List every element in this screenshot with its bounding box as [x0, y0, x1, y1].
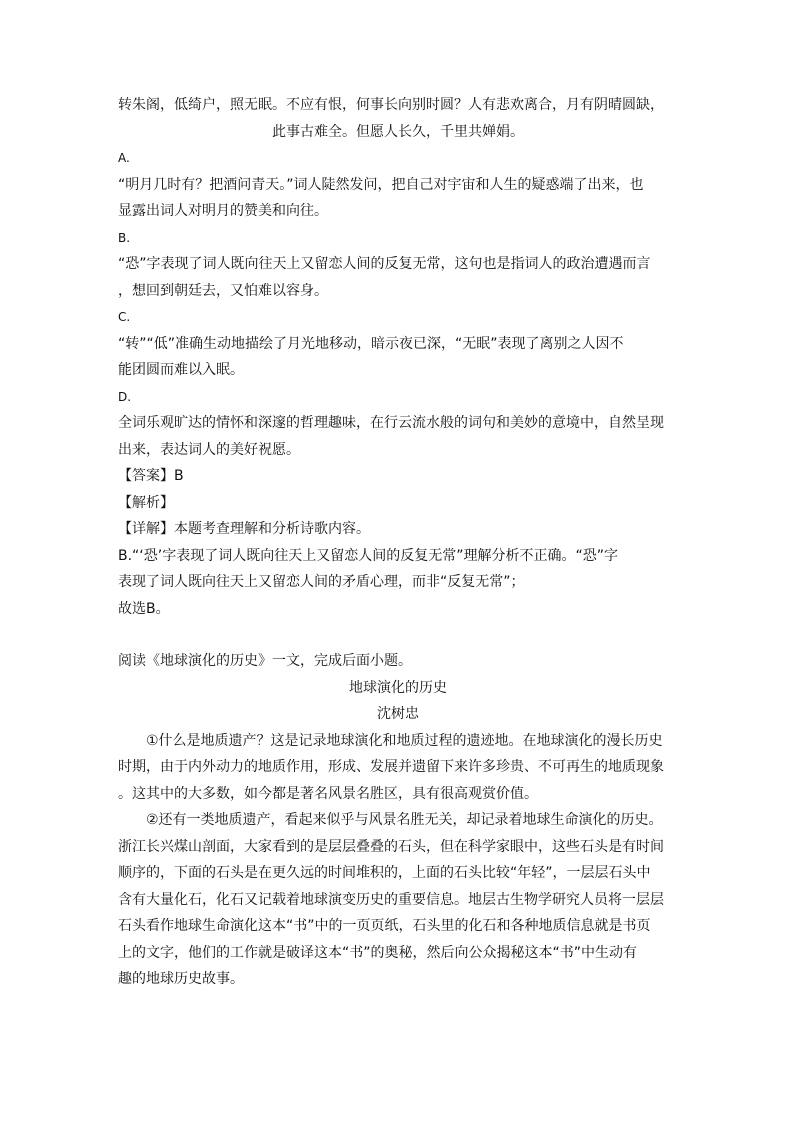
paragraph-line: 顺序的，下面的石头是在更久远的时间堆积的，上面的石头比较“年轻”，一层层石头中 [118, 865, 651, 881]
article-paragraph-1 [118, 728, 678, 808]
article-title: 地球演化的历史 [349, 679, 447, 696]
option-text-line: “转”“低”准确生动地描绘了月光地移动，暗示夜已深，“无眠”表现了离别之人因不 [118, 335, 624, 352]
section-gap [118, 622, 678, 648]
reading-section [118, 648, 678, 993]
poem-excerpt [118, 92, 678, 145]
option-text-line: ，想回到朝廷去，又怕难以容身。 [118, 282, 328, 299]
option-b [118, 225, 678, 305]
option-a [118, 145, 678, 225]
option-text-line: 出来，表达词人的美好祝愿。 [118, 441, 300, 458]
answer-value: B [174, 468, 184, 484]
answer-tag: 【答案】 [118, 468, 174, 484]
option-label: B. [118, 230, 131, 245]
option-d [118, 384, 678, 464]
option-text-line: “明月几时有？把酒问青天。”词人陡然发问，把自己对宇宙和人生的疑惑端了出来，也 [118, 176, 644, 193]
option-text-line: 显露出词人对明月的赞美和向往。 [118, 203, 328, 219]
reading-intro: 阅读《地球演化的历史》一文，完成后面小题。 [118, 653, 412, 669]
paragraph-line: 时期，由于内外动力的地质作用，形成、发展并遗留下来许多珍贵、不可再生的地质现象 [118, 759, 664, 775]
document-page [118, 92, 678, 993]
explanation-line: 故选B。 [118, 600, 170, 617]
poem-line: 转朱阁，低绮户，照无眠。不应有恨，何事长向别时圆？人有悲欢离合，月有阴晴圆缺， [118, 97, 664, 113]
option-label: A. [118, 151, 130, 165]
paragraph-line: 石头看作地球生命演化这本“书”中的一页页纸，石头里的化石和各种地质信息就是书页 [118, 918, 651, 934]
option-label: C. [118, 310, 131, 324]
article-author: 沈树忠 [377, 706, 419, 722]
paragraph-line: 浙江长兴煤山剖面，大家看到的是层层叠叠的石头，但在科学家眼中，这些石头是有时间 [118, 838, 664, 855]
explanation [118, 543, 678, 623]
answer-row [118, 463, 678, 490]
detail-tag: 【详解】 [118, 521, 174, 537]
article-heading [118, 675, 678, 728]
paragraph-line: 趣的地球历史故事。 [118, 971, 244, 987]
article-paragraph-2 [118, 807, 678, 993]
detail-text: 本题考查理解和分析诗歌内容。 [174, 521, 370, 537]
option-text-line: “恐”字表现了词人既向往天上又留恋人间的反复无常，这句也是指词人的政治遭遇而言 [118, 256, 651, 272]
paragraph-line: 含有大量化石，化石又记载着地球演变历史的重要信息。地层古生物学研究人员将一层层 [118, 891, 664, 908]
option-text-line: 全词乐观旷达的情怀和深邃的哲理趣味，在行云流水般的词句和美妙的意境中，自然呈现 [118, 415, 664, 431]
analysis-tag: 【解析】 [118, 494, 174, 511]
paragraph-line: 。这其中的大多数，如今都是著名风景名胜区，具有很高观赏价值。 [118, 785, 538, 802]
option-label: D. [118, 389, 132, 404]
analysis-row [118, 490, 678, 517]
poem-line: 此事古难全。但愿人长久，千里共婵娟。 [272, 123, 524, 140]
option-c [118, 304, 678, 384]
explanation-line: 表现了词人既向往天上又留恋人间的矛盾心理，而非“反复无常”； [118, 574, 525, 590]
option-text-line: 能团圆而难以入眠。 [118, 362, 244, 378]
detail-row [118, 516, 678, 543]
paragraph-line: 上的文字，他们的工作就是破译这本“书”的奥秘，然后向公众揭秘这本“书”中生动有 [118, 944, 638, 961]
paragraph-line: ②还有一类地质遗产，看起来似乎与风景名胜无关，却记录着地球生命演化的历史。 [146, 812, 663, 828]
explanation-line: B.“‘恐’字表现了词人既向往天上又留恋人间的反复无常”理解分析不正确。“恐”字 [118, 547, 618, 564]
paragraph-line: ①什么是地质遗产？这是记录地球演化和地质过程的遗迹地。在地球演化的漫长历史 [146, 732, 663, 749]
